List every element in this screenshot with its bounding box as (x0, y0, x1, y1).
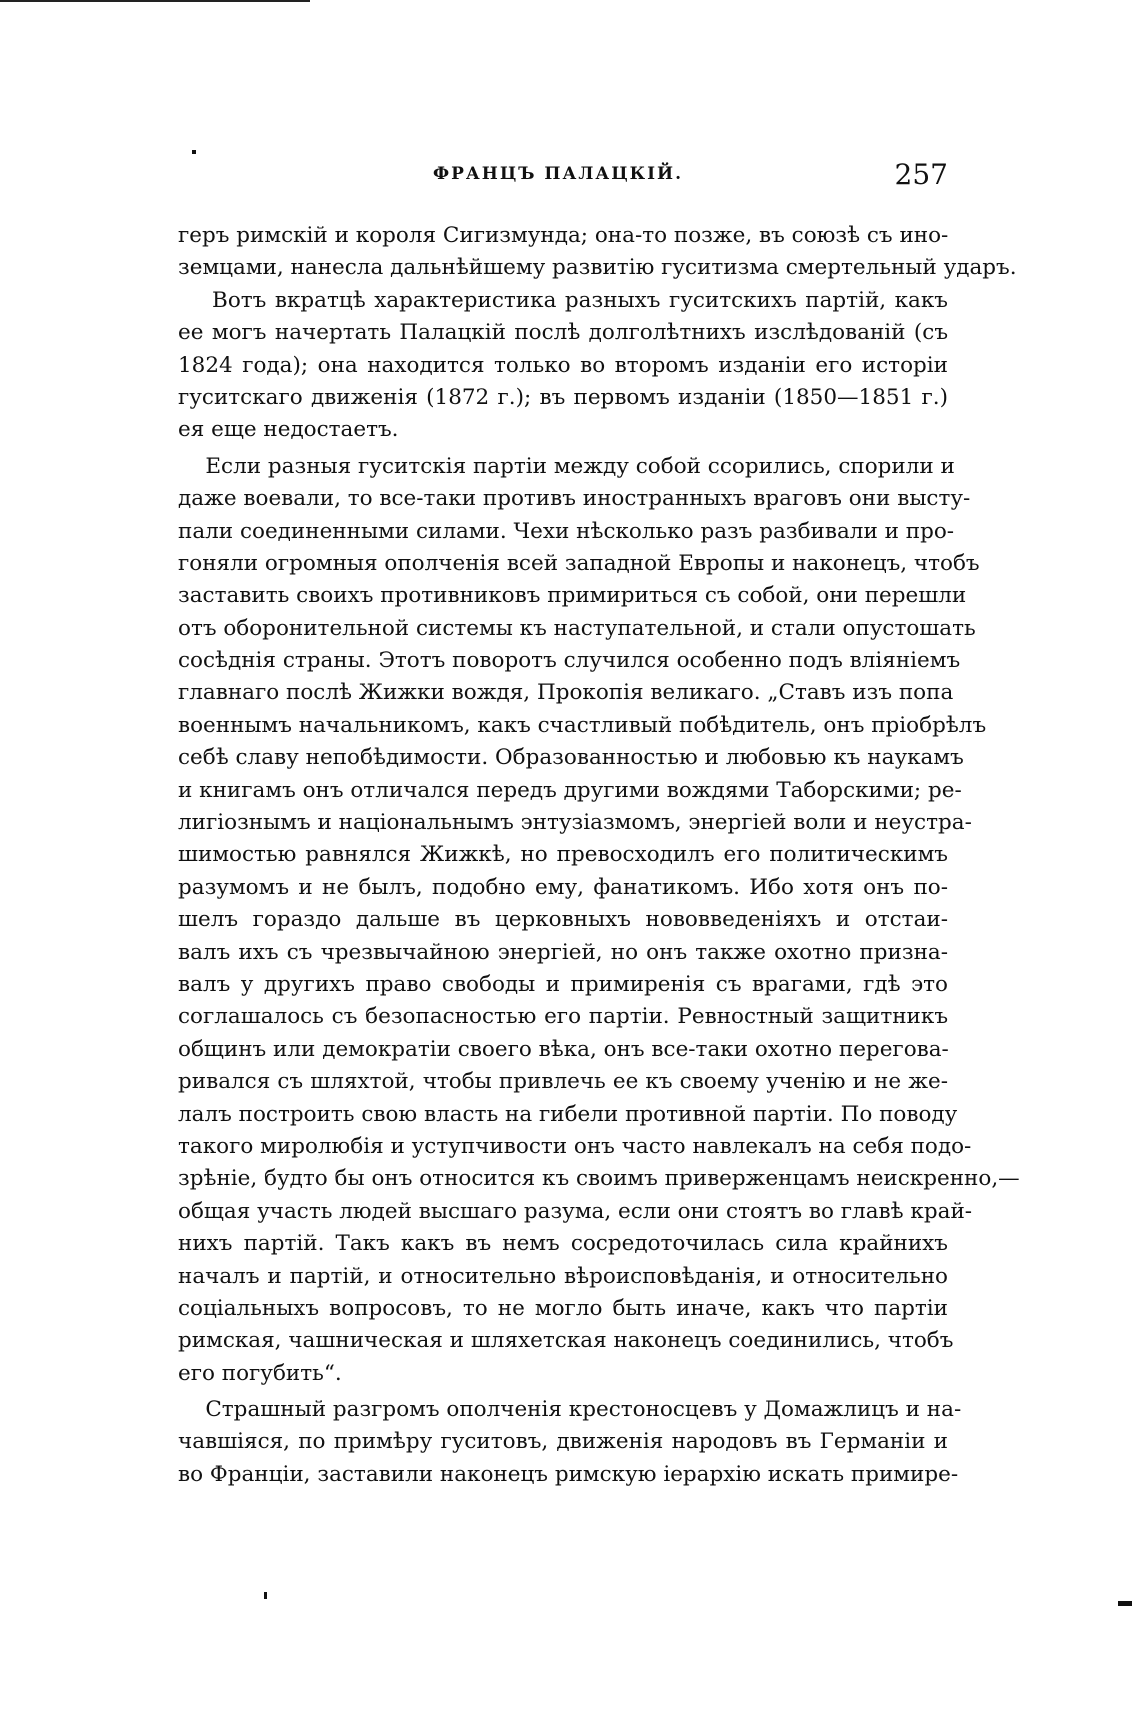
text-line: во Франціи, заставили наконецъ римскую іерархію искать примире- (178, 1461, 959, 1487)
text-line: валъ у другихъ право свободы и примиренія съ врагами, гдѣ это (178, 971, 948, 997)
running-title: ФРАНЦЪ ПАЛАЦКІЙ. (433, 164, 684, 184)
scan-edge-rule (0, 0, 310, 2)
text-line: главнаго послѣ Жижки вождя, Прокопія великаго. „Ставъ изъ попа (178, 680, 954, 706)
text-line: ривался съ шляхтой, чтобы привлечь ее къ своему ученію и не же- (178, 1069, 948, 1095)
text-line: заставить своихъ противниковъ примириться съ собой, они перешли (178, 583, 967, 609)
text-line: лалъ построить свою власть на гибели противной партіи. По поводу (178, 1101, 958, 1127)
text-line: военнымъ начальникомъ, какъ счастливый побѣдитель, онъ пріобрѣлъ (178, 712, 987, 738)
text-line: гуситскаго движенія (1872 г.); въ первомъ изданіи (1850—1851 г.) (178, 384, 948, 410)
text-line: Вотъ вкратцѣ характеристика разныхъ гуситскихъ партій, какъ (178, 287, 948, 313)
text-line: Если разныя гуситскія партіи между собой ссорились, спорили и (178, 453, 955, 479)
text-line: римская, чашническая и шляхетская наконецъ соединились, чтобъ (178, 1328, 954, 1354)
text-line: даже воевали, то все-таки противъ иностранныхъ враговъ они высту- (178, 486, 971, 512)
text-line: началъ и партій, и относительно вѣроисповѣданія, и относительно (178, 1263, 948, 1289)
scan-speck (264, 1592, 267, 1599)
text-line: 1824 года); она находится только во второмъ изданіи его исторіи (178, 352, 948, 378)
text-line: геръ римскій и короля Сигизмунда; она-то позже, въ союзѣ съ ино- (178, 223, 949, 248)
scan-speck (192, 150, 196, 154)
text-line: шелъ гораздо дальше въ церковныхъ нововведеніяхъ и отстаи- (178, 907, 948, 933)
text-line: себѣ славу непобѣдимости. Образованностью и любовью къ наукамъ (178, 745, 964, 771)
page-number: 257 (894, 158, 948, 191)
paragraph (178, 285, 948, 447)
text-line: общая участь людей высшаго разума, если они стоятъ во главѣ край- (178, 1198, 973, 1224)
text-line: Страшный разгромъ ополченія крестоносцевъ у Домажлицъ и на- (178, 1397, 962, 1423)
text-line: соглашалось съ безопасностью его партіи. Ревностный защитникъ (178, 1004, 948, 1030)
text-line: сосѣднія страны. Этотъ поворотъ случился особенно подъ вліяніемъ (178, 648, 961, 674)
text-line: шимостью равнялся Жижкѣ, но превосходилъ его политическимъ (178, 842, 948, 868)
paragraph (178, 1394, 962, 1491)
text-line: чавшіяся, по примѣру гуситовъ, движенія народовъ въ Германіи и (178, 1429, 948, 1455)
paragraph (178, 220, 1017, 285)
text-line: такого миролюбія и уступчивости онъ часто навлекалъ на себя подо- (178, 1133, 972, 1159)
text-line: разумомъ и не былъ, подобно ему, фанатикомъ. Ибо хотя онъ по- (178, 874, 948, 900)
text-line: его погубить“. (178, 1360, 342, 1386)
text-line: пали соединенными силами. Чехи нѣсколько разъ разбивали и про- (178, 518, 955, 544)
text-line: отъ оборонительной системы къ наступательной, и стали опустошать (178, 615, 976, 641)
text-line: земцами, нанесла дальнѣйшему развитію гуситизма смертельный ударъ. (178, 255, 1017, 281)
text-line: валъ ихъ съ чрезвычайною энергіей, но онъ также охотно призна- (178, 939, 948, 965)
paragraph (178, 451, 1020, 1390)
text-line: и книгамъ онъ отличался передъ другими вождями Таборскими; ре- (178, 777, 962, 803)
text-line: ее могъ начертать Палацкій послѣ долголѣтнихъ изслѣдованій (съ (178, 320, 948, 346)
text-line: ея еще недостаетъ. (178, 417, 399, 443)
text-line: общинъ или демократіи своего вѣка, онъ все-таки охотно перегова- (178, 1036, 949, 1062)
text-line: зрѣніе, будто бы онъ относится къ своимъ приверженцамъ неискренно,— (178, 1166, 1020, 1192)
body-text (178, 220, 1020, 1495)
scan-speck (1118, 1601, 1132, 1606)
text-line: гоняли огромныя ополченія всей западной Европы и наконецъ, чтобъ (178, 550, 980, 576)
text-line: соціальныхъ вопросовъ, то не могло быть иначе, какъ что партіи (178, 1295, 948, 1321)
text-line: лигіознымъ и національнымъ энтузіазмомъ, энергіей воли и неустра- (178, 810, 972, 836)
text-line: нихъ партій. Такъ какъ въ немъ сосредоточилась сила крайнихъ (178, 1231, 948, 1257)
page-header (178, 160, 948, 200)
